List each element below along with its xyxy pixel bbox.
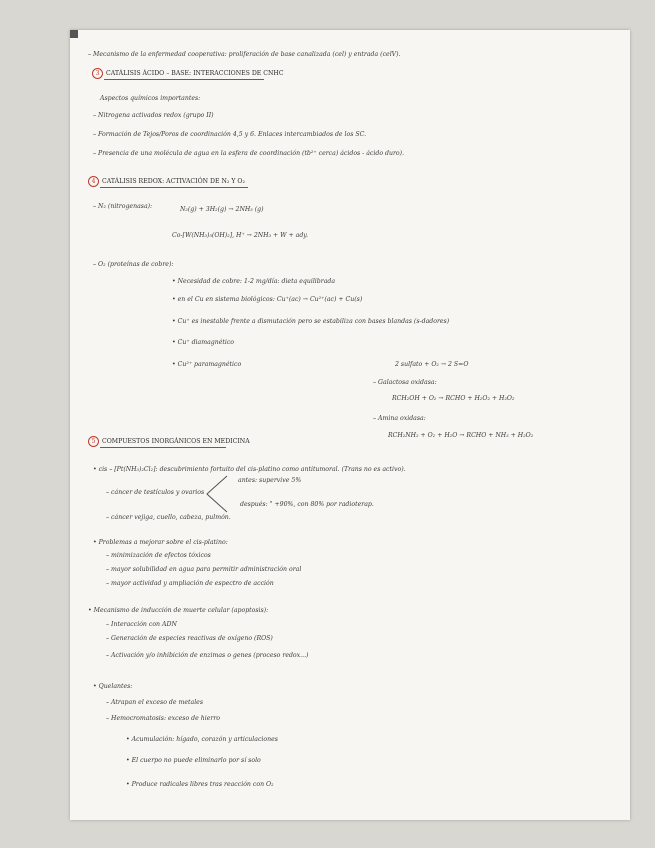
text-line: • Cu²⁺ paramagnético <box>172 361 242 368</box>
text-line: • El cuerpo no puede eliminarlo por sí solo <box>126 757 261 764</box>
heading-underline <box>104 79 264 80</box>
text-line: – Presencia de una molécula de agua en la esfera de coordinación (tb²⁺ cerca) ácidos - ácido duro). <box>93 150 405 157</box>
text-line: – N₂ (nitrogenasa): <box>93 203 153 210</box>
text-line: Aspectos químicos importantes: <box>100 95 201 102</box>
text-line: – cáncer vejiga, cuello, cabeza, pulmón. <box>106 514 231 521</box>
text-line: • en el Cu en sistema biológicos: Cu⁺(ac) → Cu²⁺(ac) + Cu(s) <box>172 296 363 303</box>
text-line: – Generación de especies reactivas de oxígeno (ROS) <box>106 635 273 642</box>
section-heading-5: 5 COMPUESTOS INORGÁNICOS EN MEDICINA <box>88 436 250 447</box>
text-line: – Activación y/o inhibición de enzimas o genes (proceso redox...) <box>106 652 309 659</box>
equation: 2 sulfato + O₂ → 2 S=O <box>395 361 469 368</box>
text-line: – Formación de Tejos/Poros de coordinación 4,5 y 6. Enlaces intercambiados de los SC. <box>93 131 367 138</box>
text-line: – Hemocromatosis: exceso de hierro <box>106 715 221 722</box>
text-line: – Atrapan el exceso de metales <box>106 699 204 706</box>
text-line: • Necesidad de cobre: 1-2 mg/día: dieta equilibrada <box>172 278 336 285</box>
equation: Co-[W(NH₃)₅(OH)₂], H⁺ → 2NH₃ + W + ady. <box>172 232 308 239</box>
text-line: – mayor actividad y ampliación de espectro de acción <box>106 580 274 587</box>
text-line: – mayor solubilidad en agua para permitir administración oral <box>106 566 302 573</box>
text-line: • Problemas a mejorar sobre el cis-platino: <box>93 539 228 546</box>
text-line: • Cu⁺ es inestable frente a dismutación pero se estabiliza con bases blandas (s-dadores) <box>172 318 450 325</box>
text-line: • Mecanismo de inducción de muerte celular (apoptosis): <box>88 607 269 614</box>
text-line: • Cu⁺ diamagnético <box>172 339 235 346</box>
equation: N₂(g) + 3H₂(g) → 2NH₃ (g) <box>180 206 264 213</box>
text-line: • Produce radicales libres tras reacción con O₂ <box>126 781 274 788</box>
section-heading-4: 4 CATÁLISIS REDOX: ACTIVACIÓN DE N₂ Y O₂ <box>88 176 245 187</box>
bracket <box>203 474 229 514</box>
heading-underline <box>100 447 226 448</box>
text-line: – Galactosa oxidasa: <box>373 379 437 386</box>
equation: RCH₂NH₂ + O₂ + H₂O → RCHO + NH₃ + H₂O₂ <box>388 432 534 439</box>
text-line: • Quelantes: <box>93 683 133 690</box>
text-line: después: " +90%, con 80% por radioterap. <box>240 501 374 508</box>
text-line: – cáncer de testículos y ovarios <box>106 489 205 496</box>
text-line: – Interacción con ADN <box>106 621 177 628</box>
text-line: • cis – [Pt(NH₃)₂Cl₂]: descubrimiento fortuito del cis-platino como antitumoral. (Trans no es activo). <box>93 466 406 473</box>
text-line: – O₂ (proteínas de cobre): <box>93 261 174 268</box>
text-line: – minimización de efectos tóxicos <box>106 552 211 559</box>
heading-underline <box>100 187 248 188</box>
text-line: • Acumulación: hígado, corazón y articulaciones <box>126 736 278 743</box>
text-line: antes: supervive 5% <box>238 477 302 484</box>
text-line: – Amina oxidasa: <box>373 415 426 422</box>
text-line: – Mecanismo de la enfermedad cooperativa: proliferación de base canalizada (cel) y entrada (celV). <box>88 51 401 58</box>
binder-mark <box>70 30 78 38</box>
text-line: – Nitrogena activados redox (grupo II) <box>93 112 214 119</box>
equation: RCH₂OH + O₂ → RCHO + H₂O₂ + H₂O₂ <box>392 395 515 402</box>
section-heading-3: 3 CATÁLISIS ÁCIDO – BASE: INTERACCIONES DE CNHC <box>92 68 284 79</box>
